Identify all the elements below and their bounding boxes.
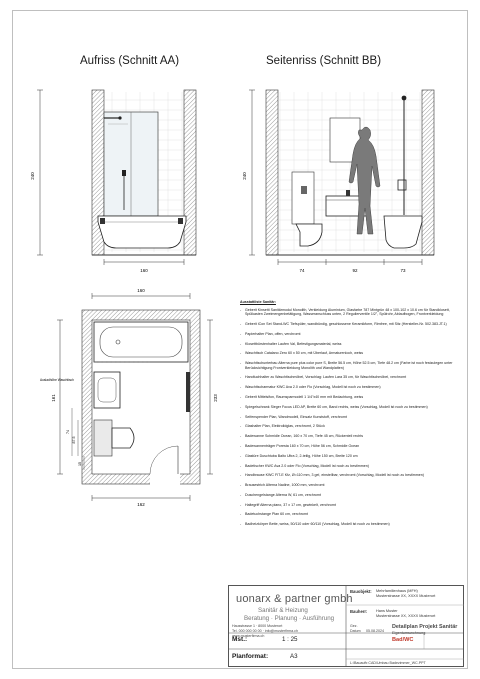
equipment-item: - Waschtisch Catalano Zero 60 x 50 cm, mit Überlauf, Armaturenloch, weiss bbox=[240, 351, 460, 356]
scale-value: 1 : 25 bbox=[282, 636, 298, 643]
equipment-item: - Glastüre Duschtuba Balto Ultra 2, 2-teilig, Höhe 150 cm, Breite 120 cm bbox=[240, 454, 460, 459]
equipment-item: - Geberit Kinsetti Sanitärmodul Monolith, Verkleidung Aluminium, Glasfarbe 787 Mintgrün 48 x 100-102 x 10.6 cm für Standklosett, Spülkasten Zweimengenbetätigung, Wasseranschluss unten, 2 Regulierventile 1/2", Spülrohr, Ablaufbogen, Frontverkleidung bbox=[240, 308, 460, 317]
equipment-item: - Badewannenträger Poresta 160 x 70 cm, Höhe 56 cm, Schmidle Ocean bbox=[240, 444, 460, 449]
scale-label: Mst.: bbox=[232, 636, 248, 643]
dim-plan-top: 160 bbox=[137, 288, 145, 293]
equipment-item: - Badetischer KWC Ava 2.0 oder Flo (Vorschlag, Modell ist noch zu bestimmen) bbox=[240, 464, 460, 469]
plan-room: Bad/WC bbox=[392, 637, 414, 643]
plan-title: Detailplan Projekt Sanitär bbox=[392, 624, 458, 630]
equipment-item: - Geberit iCon Set Stand-WC Tiefspüler, wandbündig, geschlossene Keramikform, Rimfree, mit Sitz (Hersteller-Nr. 502.383.JT.1) bbox=[240, 322, 460, 327]
company-web: www.musterfirma.ch bbox=[232, 634, 265, 638]
equipment-item: - Badewanne Schmidle Ocean, 160 x 70 cm, Tiefe 45 cm, Rückenteil rechts bbox=[240, 434, 460, 439]
aufriss-wall-right bbox=[184, 90, 196, 255]
equipment-item: - Waschtischunterbau Alterna pure plus color pure S, Breite 56.5 cm, Höhe 52.5 cm, Tiefe 48.2 cm (Farbe ist noch festzulegen unter Berücksichtigung Frontverkleidung Monolith und Wandplatten) bbox=[240, 361, 460, 370]
dim-plan-bottom: 162 bbox=[137, 502, 145, 507]
dim-plan-left: 161 bbox=[51, 394, 56, 402]
plan-wc-bowl bbox=[112, 428, 134, 448]
aufriss-title: Aufriss (Schnitt AA) bbox=[80, 55, 180, 67]
equipment-item: - Badetuchstange Plan 60 cm, verchromt bbox=[240, 512, 460, 517]
floor-plan-view bbox=[57, 293, 213, 501]
gez-label: Gez. bbox=[350, 624, 358, 628]
bauobjekt-label: Bauobjekt: bbox=[350, 589, 372, 594]
dim-aufriss-width: 160 bbox=[140, 268, 148, 273]
seitenriss-view bbox=[249, 90, 434, 265]
equipment-item: - Papierhalter Plan, offen, verchromt bbox=[240, 332, 460, 337]
equipment-item: - Waschtischarmatur KWC Ava 2.0 oder Flo (Vorschlag, Modell ist noch zu bestimmen) bbox=[240, 385, 460, 390]
equipment-list bbox=[240, 300, 460, 532]
side-wall-right bbox=[422, 90, 434, 255]
equipment-item: - Glashalter Plan, Elektrolidglas, verchromt, 2 Stück bbox=[240, 424, 460, 429]
side-wall-left bbox=[266, 90, 278, 255]
equipment-item: - Geberit Mittelsifon, Raumsparmodell 1 1/4"x40 mm mit Bedachtung, weiss bbox=[240, 395, 460, 400]
dim-plan-right: 233 bbox=[213, 394, 218, 402]
bauherr-label: Bauherr: bbox=[350, 609, 368, 614]
company-logo-text: uonarx & partner gmbh bbox=[236, 593, 353, 605]
plan-subtitle: Eigentumswohnung bbox=[392, 631, 426, 635]
dim-plan-small3: 15 bbox=[78, 462, 82, 466]
equipment-item: - Handbrause KWC FIT-E Kfz, Ø=110 mm, 3 gel, einstellbar, verchromt (Vorschlag, Modell ist noch zu bestimmen) bbox=[240, 473, 460, 478]
format-value: A3 bbox=[290, 653, 298, 660]
equipment-item: - Badheizkörper Bette, weiss, 50/110 oder 60/110 (Vorschlag, Modell ist noch zu bestimmen) bbox=[240, 522, 460, 527]
aufriss-bathtub bbox=[98, 216, 186, 248]
dim-side-seg1: 74 bbox=[299, 268, 305, 273]
company-phone: Tel. 000 000 00 00 · info@musterfirma.ch bbox=[232, 629, 298, 633]
equipment-item: - Klosettbürstenhalter Laufen Val, Befestigungsmaterial, weiss bbox=[240, 342, 460, 347]
equipment-item: - Spiegelschrank Sieger Focus LED AP, Breite 60 cm, Band rechts, weiss (Vorschlag, Modell ist noch zu bestimmen) bbox=[240, 405, 460, 410]
bauobjekt-value-2: Musterstrasse XX, XXXX Musterort bbox=[376, 594, 436, 598]
gez-value: Datum bbox=[350, 629, 361, 633]
plan-annotation: Ausladhöhe Waschtisch bbox=[40, 378, 74, 382]
bauherr-value-1: Hans Muster bbox=[376, 609, 398, 613]
company-address: Hausstrasse 1 · 8000 Musterort bbox=[232, 624, 283, 628]
dim-plan-small2: 87.5 bbox=[72, 436, 76, 444]
side-bathtub bbox=[384, 216, 422, 248]
file-path: L:\Bauauftr.CAD\Umbau Badezimmer_WC.PPT bbox=[350, 661, 426, 665]
equipment-item: - Seifenspender Plan, Wandmodell, Einsatz Kunststoff, verchromt bbox=[240, 415, 460, 420]
dim-side-seg2: 92 bbox=[352, 268, 358, 273]
equipment-item: - Haltegriff Alterna piano, 37 x 17 cm, gewinkelt, verchromt bbox=[240, 503, 460, 508]
dim-aufriss-height: 240 bbox=[30, 172, 35, 180]
equipment-item: - Handtuchhalter zu Waschtischmöbel, Vorschlag: Laufen Lara 35 cm, für Waschtischmöbel, verchromt bbox=[240, 375, 460, 380]
equipment-list-heading: Ausstattliste Sanitär: bbox=[240, 300, 276, 304]
company-tagline-2: Beratung · Planung · Ausführung bbox=[244, 615, 335, 622]
dim-plan-small1: 74 bbox=[66, 430, 70, 434]
equipment-items bbox=[240, 308, 460, 527]
aufriss-view bbox=[37, 90, 196, 265]
company-tagline-1: Sanitär & Heizung bbox=[258, 607, 308, 614]
equipment-item: - Brausestrich Alterna Nadine, 1000 mm, verchromt bbox=[240, 483, 460, 488]
seitenriss-title: Seitenriss (Schnitt BB) bbox=[266, 55, 382, 67]
side-wc-module bbox=[292, 172, 314, 224]
dim-side-seg3: 73 bbox=[400, 268, 406, 273]
plan-radiator bbox=[186, 372, 190, 412]
format-label: Planformat: bbox=[232, 653, 269, 660]
plan-date: 05.08.2024 bbox=[366, 629, 384, 633]
bauobjekt-value-1: Mehrfamilienhaus (MFH) bbox=[376, 589, 418, 593]
bauherr-value-2: Musterstrasse XX, XXXX Musterort bbox=[376, 614, 436, 618]
equipment-item: - Duschengelstange Alterna W, 61 cm, verchromt bbox=[240, 493, 460, 498]
dim-side-height: 240 bbox=[242, 172, 247, 180]
plan-wc-module bbox=[94, 420, 112, 456]
